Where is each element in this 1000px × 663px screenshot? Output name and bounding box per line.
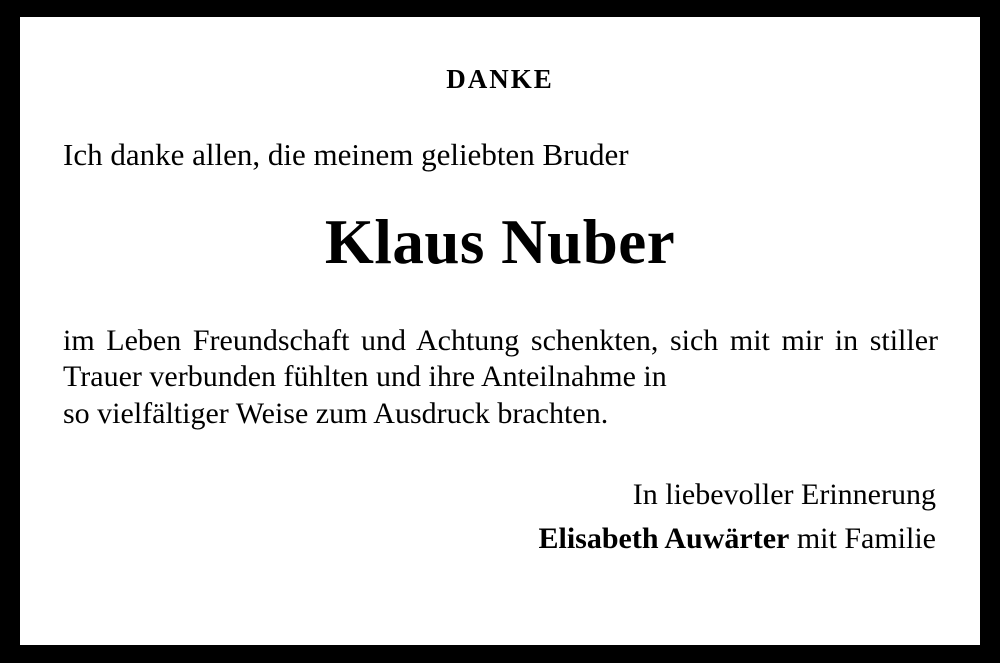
body-line-3: so vielfältiger Weise zum Ausdruck brachten. (63, 396, 609, 430)
notice-heading: DANKE (446, 64, 554, 94)
body-line-2: in stiller Trauer verbunden fühlten und ihre Anteilnahme in (63, 323, 939, 394)
signer-suffix: mit Familie (789, 521, 936, 555)
body-paragraph (60, 323, 940, 433)
signer-name: Elisabeth Auwärter (538, 521, 790, 555)
closing-block (60, 475, 940, 558)
closing-line: In liebevoller Erinnerung (632, 477, 936, 511)
deceased-name: Klaus Nuber (324, 206, 676, 277)
notice-content-area (20, 17, 980, 645)
intro-text: Ich danke allen, die meinem geliebten Bruder (63, 137, 629, 172)
signature-line (60, 519, 936, 558)
body-line-1: im Leben Freundschaft und Achtung schenkten, sich mit mir (63, 323, 824, 357)
